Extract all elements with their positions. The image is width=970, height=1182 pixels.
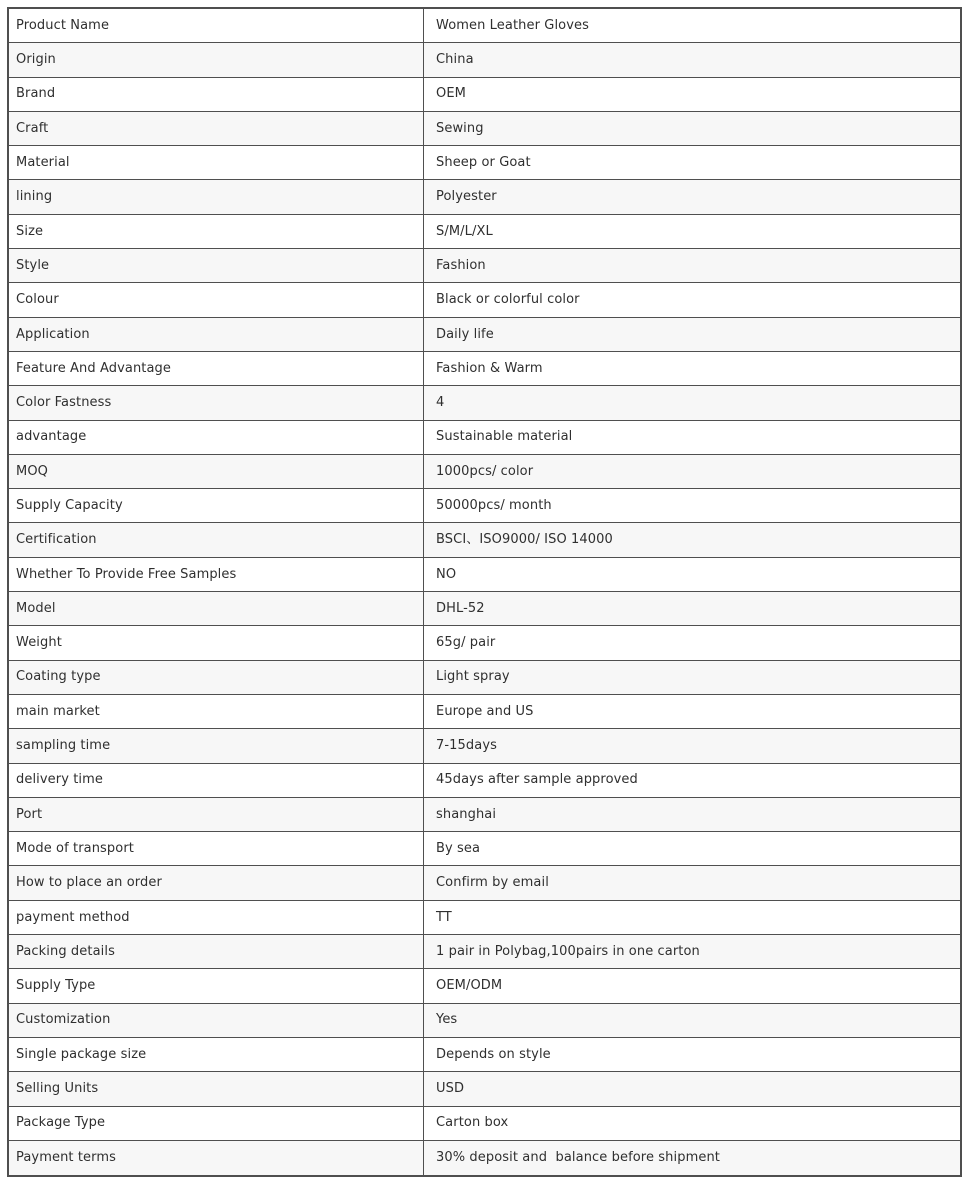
table-row [9,1038,960,1072]
spec-label: Size [9,215,424,248]
spec-value: USD [436,1081,465,1097]
spec-label: Craft [9,112,424,145]
spec-value: Carton box [436,1115,509,1131]
spec-value: Depends on style [436,1046,551,1062]
spec-label: Color Fastness [9,386,424,419]
table-row [9,489,960,523]
spec-label: Weight [9,626,424,659]
table-row [9,901,960,935]
spec-label: sampling time [9,729,424,762]
spec-value: 1000pcs/ color [436,463,534,479]
spec-label: Model [9,592,424,625]
spec-value: China [436,52,474,68]
spec-value: TT [436,909,452,925]
spec-label: Single package size [9,1038,424,1071]
spec-value: Sewing [436,120,484,136]
table-row [9,695,960,729]
table-row [9,1072,960,1106]
spec-label: Coating type [9,661,424,694]
spec-label: Application [9,318,424,351]
spec-label: Customization [9,1004,424,1037]
spec-label: Colour [9,283,424,316]
table-row [9,832,960,866]
spec-value: 65g/ pair [436,635,496,651]
table-row [9,386,960,420]
table-row [9,661,960,695]
spec-label: advantage [9,421,424,454]
spec-label: Origin [9,43,424,76]
spec-value: Polyester [436,189,497,205]
spec-value: 7-15days [436,738,497,754]
spec-value: 4 [436,395,445,411]
spec-label: lining [9,180,424,213]
table-row [9,421,960,455]
spec-value: 1 pair in Polybag,100pairs in one carton [436,943,700,959]
spec-value: OEM [436,86,466,102]
spec-value: 30% deposit and balance before shipment [436,1150,720,1166]
table-row [9,729,960,763]
spec-label: delivery time [9,764,424,797]
table-row [9,764,960,798]
table-row [9,78,960,112]
product-spec-table [7,7,962,1177]
spec-label: Supply Capacity [9,489,424,522]
spec-value: Yes [436,1012,458,1028]
spec-label: Selling Units [9,1072,424,1105]
spec-label: Supply Type [9,969,424,1002]
spec-value: Sheep or Goat [436,155,531,171]
table-row [9,9,960,43]
spec-value: BSCI、ISO9000/ ISO 14000 [436,532,613,548]
table-row [9,558,960,592]
table-row [9,866,960,900]
spec-value: 45days after sample approved [436,772,638,788]
table-row [9,180,960,214]
table-row [9,626,960,660]
spec-label: Payment terms [9,1141,424,1175]
table-row [9,798,960,832]
spec-label: How to place an order [9,866,424,899]
spec-value: Fashion & Warm [436,360,543,376]
spec-value: Fashion [436,257,486,273]
spec-value: Sustainable material [436,429,573,445]
spec-label: Mode of transport [9,832,424,865]
table-row [9,455,960,489]
table-row [9,935,960,969]
table-row [9,1141,960,1175]
table-row [9,318,960,352]
spec-label: Brand [9,78,424,111]
spec-label: Port [9,798,424,831]
spec-label: main market [9,695,424,728]
spec-label: payment method [9,901,424,934]
spec-value: Confirm by email [436,875,549,891]
spec-value: OEM/ODM [436,978,503,994]
spec-label: Material [9,146,424,179]
spec-value: S/M/L/XL [436,223,493,239]
spec-label: Certification [9,523,424,556]
spec-label: Style [9,249,424,282]
spec-label: Package Type [9,1107,424,1140]
spec-value: Women Leather Gloves [436,17,589,33]
spec-value: Europe and US [436,703,534,719]
spec-label: Whether To Provide Free Samples [9,558,424,591]
table-row [9,523,960,557]
table-row [9,1004,960,1038]
spec-value: NO [436,566,457,582]
table-row [9,592,960,626]
spec-value: Daily life [436,326,494,342]
spec-value: By sea [436,840,481,856]
table-row [9,215,960,249]
spec-value: 50000pcs/ month [436,498,552,513]
spec-value: DHL-52 [436,600,485,616]
spec-label: Feature And Advantage [9,352,424,385]
table-row [9,249,960,283]
table-row [9,969,960,1003]
spec-label: Packing details [9,935,424,968]
table-row [9,112,960,146]
table-row [9,352,960,386]
spec-label: Product Name [9,9,424,42]
table-row [9,283,960,317]
spec-value: Light spray [436,669,510,685]
table-row [9,146,960,180]
spec-value: Black or colorful color [436,292,580,308]
table-row [9,1107,960,1141]
table-row [9,43,960,77]
spec-value: shanghai [436,806,497,822]
spec-label: MOQ [9,455,424,488]
